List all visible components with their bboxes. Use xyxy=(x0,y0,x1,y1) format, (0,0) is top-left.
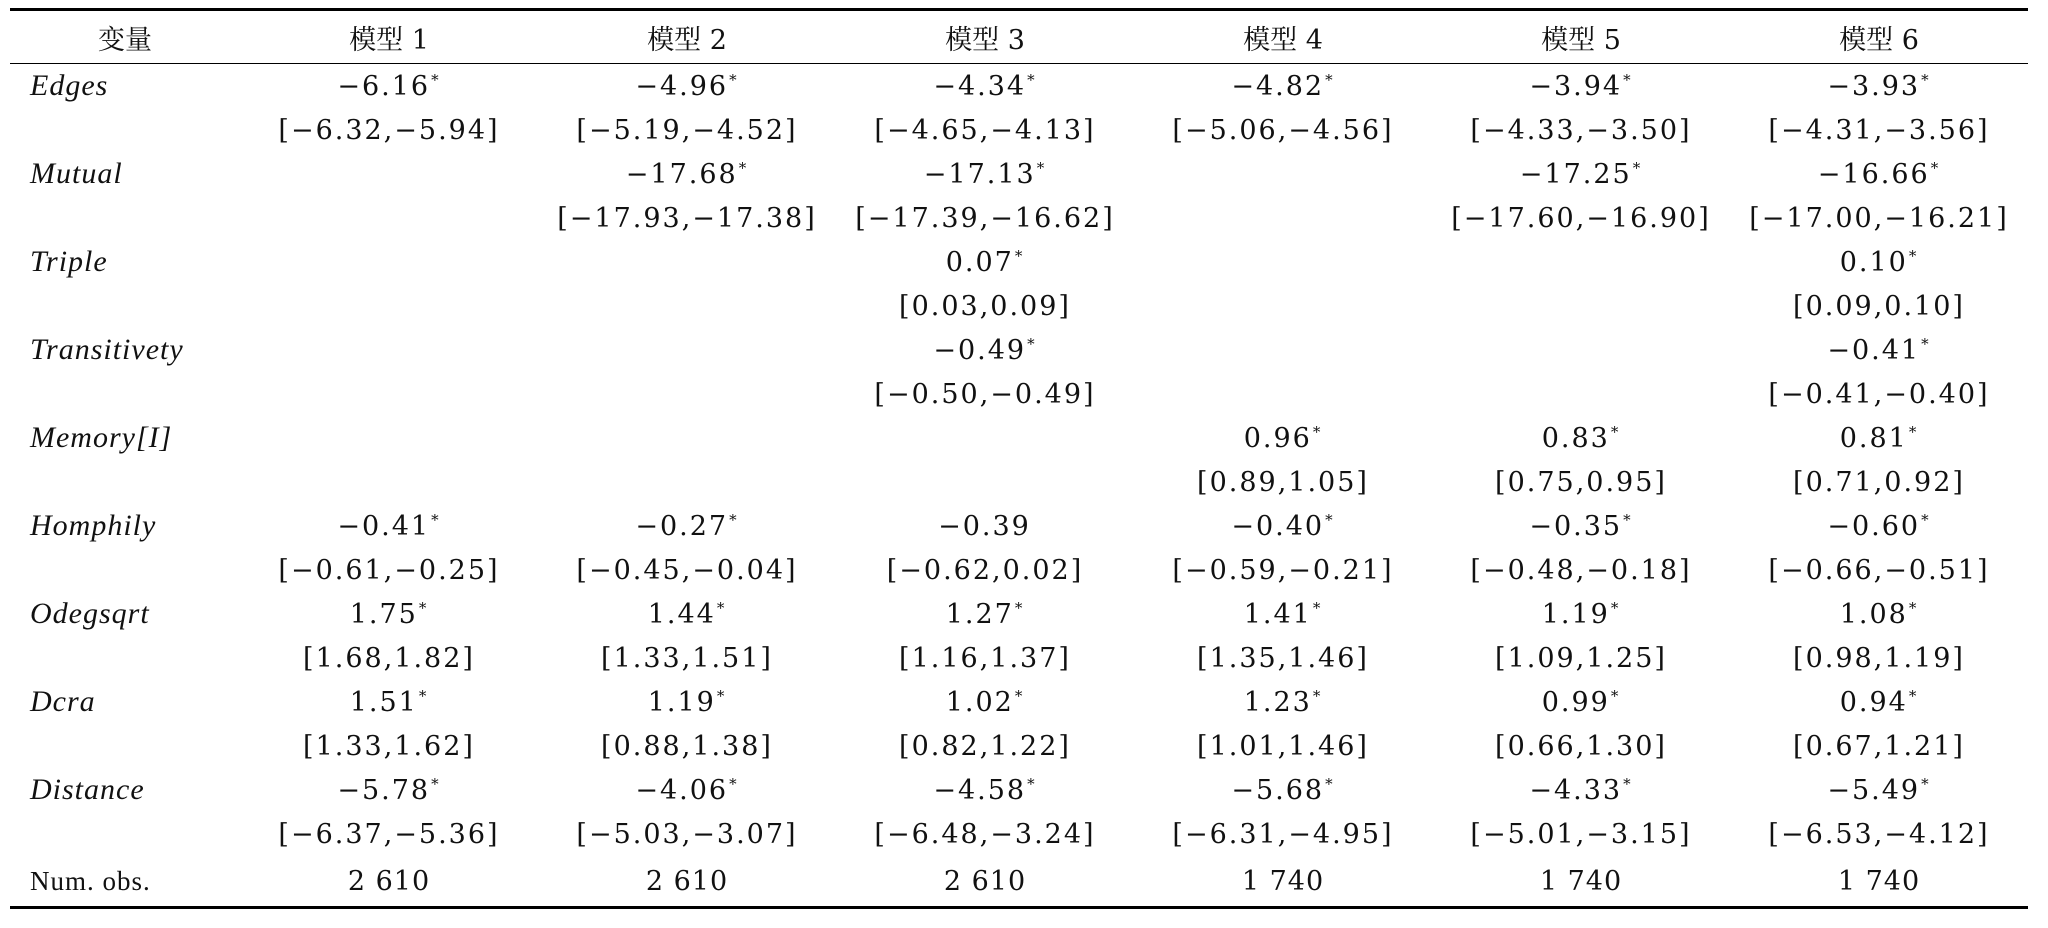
confidence-interval-cell: [1.68,1.82] xyxy=(303,642,475,674)
blank-cell xyxy=(10,724,240,768)
significance-marker: * xyxy=(1312,422,1323,441)
significance-marker: * xyxy=(1623,70,1633,89)
variable-name: Triple xyxy=(30,245,108,278)
confidence-interval-cell: [−6.31,−4.95] xyxy=(1172,818,1394,850)
estimate-cell xyxy=(836,240,1134,284)
confidence-interval-cell: [−5.03,−3.07] xyxy=(576,818,798,850)
estimate-cell xyxy=(240,680,538,724)
header-model-2: 模型 2 xyxy=(647,24,727,56)
confidence-interval-cell: [0.71,0.92] xyxy=(1793,466,1965,498)
estimate-row xyxy=(10,328,2028,372)
estimate-value: 0.96 xyxy=(1243,422,1312,454)
significance-marker: * xyxy=(729,774,739,793)
significance-marker: * xyxy=(1312,598,1323,617)
estimate-cell xyxy=(1134,240,1432,284)
num-obs-value: 1 740 xyxy=(1539,865,1623,897)
estimate-value: −5.68 xyxy=(1231,774,1325,806)
estimate-cell xyxy=(538,768,836,812)
estimate-value: −3.93 xyxy=(1827,70,1921,102)
confidence-interval-cell: [0.82,1.22] xyxy=(899,730,1071,762)
variable-name: Homphily xyxy=(30,509,157,542)
confidence-interval-cell: [−4.65,−4.13] xyxy=(874,114,1096,146)
estimate-value: 0.07 xyxy=(945,246,1014,278)
estimate-cell xyxy=(836,768,1134,812)
estimate-value: −0.39 xyxy=(938,510,1031,542)
significance-marker: * xyxy=(1325,510,1335,529)
header-model-1: 模型 1 xyxy=(349,24,429,56)
num-obs-value: 2 610 xyxy=(347,865,431,897)
confidence-interval-cell: [1.09,1.25] xyxy=(1495,642,1667,674)
confidence-interval-cell xyxy=(240,196,538,240)
confidence-interval-cell xyxy=(240,372,538,416)
estimate-cell xyxy=(1730,768,2028,812)
estimate-cell xyxy=(836,328,1134,372)
confidence-interval-cell: [0.88,1.38] xyxy=(601,730,773,762)
estimate-value: −5.78 xyxy=(337,774,431,806)
estimate-value: −0.41 xyxy=(337,510,431,542)
significance-marker: * xyxy=(1610,598,1621,617)
estimate-cell xyxy=(836,152,1134,196)
estimate-cell xyxy=(1730,592,2028,636)
significance-marker: * xyxy=(1908,598,1919,617)
confidence-interval-cell: [−6.32,−5.94] xyxy=(278,114,500,146)
estimate-value: 0.99 xyxy=(1541,686,1610,718)
estimate-value: 1.51 xyxy=(349,686,418,718)
significance-marker: * xyxy=(431,774,441,793)
estimate-cell xyxy=(538,416,836,460)
significance-marker: * xyxy=(1908,422,1919,441)
estimate-value: 1.41 xyxy=(1243,598,1312,630)
significance-marker: * xyxy=(1312,686,1323,705)
estimate-cell xyxy=(538,328,836,372)
confidence-interval-row xyxy=(10,636,2028,680)
confidence-interval-row xyxy=(10,284,2028,328)
estimate-cell xyxy=(1134,328,1432,372)
confidence-interval-cell: [1.33,1.62] xyxy=(303,730,475,762)
estimate-value: −0.35 xyxy=(1529,510,1623,542)
estimate-value: −4.33 xyxy=(1529,774,1623,806)
confidence-interval-cell: [−17.93,−17.38] xyxy=(557,202,817,234)
significance-marker: * xyxy=(1027,334,1037,353)
significance-marker: * xyxy=(418,686,429,705)
estimate-cell xyxy=(240,328,538,372)
estimate-cell xyxy=(538,680,836,724)
significance-marker: * xyxy=(1014,598,1025,617)
confidence-interval-cell: [0.09,0.10] xyxy=(1793,290,1965,322)
confidence-interval-cell: [0.67,1.21] xyxy=(1793,730,1965,762)
estimate-cell xyxy=(538,64,836,109)
estimate-cell xyxy=(1432,152,1730,196)
estimate-cell xyxy=(1730,328,2028,372)
estimate-value: −0.40 xyxy=(1231,510,1325,542)
header-model-4: 模型 4 xyxy=(1243,24,1323,56)
num-obs-value: 2 610 xyxy=(943,865,1027,897)
confidence-interval-cell xyxy=(836,460,1134,504)
estimate-cell xyxy=(1134,64,1432,109)
estimate-cell xyxy=(1432,64,1730,109)
estimate-value: −4.96 xyxy=(635,70,729,102)
blank-cell xyxy=(10,108,240,152)
estimate-cell xyxy=(538,504,836,548)
significance-marker: * xyxy=(1921,510,1931,529)
confidence-interval-cell xyxy=(1134,284,1432,328)
estimate-cell xyxy=(538,592,836,636)
variable-name: Transitivety xyxy=(30,333,184,366)
confidence-interval-cell xyxy=(538,284,836,328)
estimate-value: −5.49 xyxy=(1827,774,1921,806)
significance-marker: * xyxy=(738,158,749,177)
confidence-interval-cell: [−4.31,−3.56] xyxy=(1768,114,1990,146)
estimate-cell xyxy=(538,152,836,196)
estimate-cell xyxy=(1730,64,2028,109)
blank-cell xyxy=(10,284,240,328)
estimate-row xyxy=(10,152,2028,196)
confidence-interval-cell: [−0.61,−0.25] xyxy=(278,554,500,586)
estimate-value: −17.68 xyxy=(625,158,738,190)
regression-table xyxy=(10,8,2028,909)
estimate-value: −16.66 xyxy=(1817,158,1930,190)
estimate-value: 1.08 xyxy=(1839,598,1908,630)
variable-name: Memory[I] xyxy=(30,421,173,454)
estimate-row xyxy=(10,768,2028,812)
estimate-cell xyxy=(1432,240,1730,284)
confidence-interval-cell: [0.03,0.09] xyxy=(899,290,1071,322)
confidence-interval-cell xyxy=(538,460,836,504)
estimate-cell xyxy=(1134,152,1432,196)
estimate-cell xyxy=(240,592,538,636)
estimate-cell xyxy=(836,680,1134,724)
confidence-interval-cell xyxy=(538,372,836,416)
estimate-value: −3.94 xyxy=(1529,70,1623,102)
confidence-interval-row xyxy=(10,724,2028,768)
estimate-cell xyxy=(1432,328,1730,372)
variable-name: Mutual xyxy=(30,157,123,190)
estimate-cell xyxy=(1432,680,1730,724)
header-model-5: 模型 5 xyxy=(1541,24,1621,56)
estimate-cell xyxy=(836,504,1134,548)
estimate-cell xyxy=(240,240,538,284)
estimate-value: −6.16 xyxy=(337,70,431,102)
estimate-cell xyxy=(1432,504,1730,548)
estimate-cell xyxy=(1432,768,1730,812)
estimate-value: −4.06 xyxy=(635,774,729,806)
significance-marker: * xyxy=(716,598,727,617)
estimate-row xyxy=(10,240,2028,284)
confidence-interval-cell: [−5.01,−3.15] xyxy=(1470,818,1692,850)
significance-marker: * xyxy=(1632,158,1643,177)
blank-cell xyxy=(10,812,240,856)
estimate-value: 1.19 xyxy=(647,686,716,718)
confidence-interval-cell: [−0.50,−0.49] xyxy=(874,378,1096,410)
estimate-value: 1.27 xyxy=(945,598,1014,630)
significance-marker: * xyxy=(1921,70,1931,89)
confidence-interval-cell xyxy=(1432,372,1730,416)
estimate-cell xyxy=(1134,680,1432,724)
significance-marker: * xyxy=(1027,70,1037,89)
confidence-interval-row xyxy=(10,548,2028,592)
significance-marker: * xyxy=(729,510,739,529)
variable-name: Dcra xyxy=(30,685,96,718)
header-model-3: 模型 3 xyxy=(945,24,1025,56)
confidence-interval-cell: [0.89,1.05] xyxy=(1197,466,1369,498)
estimate-cell xyxy=(1134,768,1432,812)
blank-cell xyxy=(10,372,240,416)
variable-name: Edges xyxy=(30,69,109,102)
blank-cell xyxy=(10,196,240,240)
num-obs-value: 1 740 xyxy=(1837,865,1921,897)
confidence-interval-cell: [0.75,0.95] xyxy=(1495,466,1667,498)
confidence-interval-cell: [−17.39,−16.62] xyxy=(855,202,1115,234)
variable-name: Odegsqrt xyxy=(30,597,150,630)
significance-marker: * xyxy=(1014,246,1025,265)
significance-marker: * xyxy=(1908,246,1919,265)
estimate-value: −17.25 xyxy=(1519,158,1632,190)
num-obs-value: 2 610 xyxy=(645,865,729,897)
header-row xyxy=(10,10,2028,64)
estimate-cell xyxy=(1730,240,2028,284)
estimate-value: −17.13 xyxy=(923,158,1036,190)
confidence-interval-row xyxy=(10,460,2028,504)
confidence-interval-cell: [−17.60,−16.90] xyxy=(1451,202,1711,234)
estimate-row xyxy=(10,680,2028,724)
significance-marker: * xyxy=(1014,686,1025,705)
significance-marker: * xyxy=(1027,774,1037,793)
confidence-interval-row xyxy=(10,108,2028,152)
estimate-value: −0.49 xyxy=(933,334,1027,366)
estimate-cell xyxy=(1730,504,2028,548)
blank-cell xyxy=(10,548,240,592)
confidence-interval-cell xyxy=(240,460,538,504)
significance-marker: * xyxy=(431,510,441,529)
num-obs-value: 1 740 xyxy=(1241,865,1325,897)
significance-marker: * xyxy=(1908,686,1919,705)
significance-marker: * xyxy=(1036,158,1047,177)
estimate-cell xyxy=(1432,592,1730,636)
confidence-interval-row xyxy=(10,812,2028,856)
estimate-value: 1.23 xyxy=(1243,686,1312,718)
confidence-interval-cell: [0.66,1.30] xyxy=(1495,730,1667,762)
header-variable: 变量 xyxy=(98,24,152,56)
estimate-row xyxy=(10,64,2028,109)
confidence-interval-cell: [1.16,1.37] xyxy=(899,642,1071,674)
confidence-interval-cell: [−17.00,−16.21] xyxy=(1749,202,2009,234)
confidence-interval-cell: [−5.19,−4.52] xyxy=(576,114,798,146)
estimate-cell xyxy=(1730,680,2028,724)
estimate-row xyxy=(10,504,2028,548)
significance-marker: * xyxy=(1930,158,1941,177)
estimate-cell xyxy=(1730,416,2028,460)
estimate-value: −4.82 xyxy=(1231,70,1325,102)
confidence-interval-cell: [1.01,1.46] xyxy=(1197,730,1369,762)
confidence-interval-cell xyxy=(1134,196,1432,240)
estimate-row xyxy=(10,592,2028,636)
estimate-value: −4.34 xyxy=(933,70,1027,102)
estimate-value: 1.19 xyxy=(1541,598,1610,630)
confidence-interval-cell: [−6.48,−3.24] xyxy=(874,818,1096,850)
significance-marker: * xyxy=(1623,510,1633,529)
estimate-cell xyxy=(1134,504,1432,548)
estimate-cell xyxy=(836,416,1134,460)
estimate-value: −0.41 xyxy=(1827,334,1921,366)
estimate-cell xyxy=(240,416,538,460)
estimate-cell xyxy=(240,64,538,109)
estimate-cell xyxy=(1134,416,1432,460)
estimate-cell xyxy=(836,592,1134,636)
significance-marker: * xyxy=(418,598,429,617)
confidence-interval-row xyxy=(10,196,2028,240)
confidence-interval-cell: [−0.41,−0.40] xyxy=(1768,378,1990,410)
variable-name: Distance xyxy=(30,773,145,806)
estimate-value: 0.81 xyxy=(1839,422,1908,454)
confidence-interval-cell xyxy=(1432,284,1730,328)
regression-table-page xyxy=(10,8,2028,909)
estimate-cell xyxy=(240,504,538,548)
estimate-cell xyxy=(240,768,538,812)
confidence-interval-cell: [−4.33,−3.50] xyxy=(1470,114,1692,146)
blank-cell xyxy=(10,636,240,680)
estimate-cell xyxy=(1134,592,1432,636)
significance-marker: * xyxy=(431,70,441,89)
significance-marker: * xyxy=(1623,774,1633,793)
confidence-interval-cell: [−6.53,−4.12] xyxy=(1768,818,1990,850)
confidence-interval-cell: [−0.66,−0.51] xyxy=(1768,554,1990,586)
estimate-value: 0.83 xyxy=(1541,422,1610,454)
significance-marker: * xyxy=(1325,774,1335,793)
estimate-value: 0.94 xyxy=(1839,686,1908,718)
blank-cell xyxy=(10,460,240,504)
confidence-interval-cell: [0.98,1.19] xyxy=(1793,642,1965,674)
confidence-interval-cell: [−5.06,−4.56] xyxy=(1172,114,1394,146)
significance-marker: * xyxy=(1921,334,1931,353)
estimate-cell xyxy=(1730,152,2028,196)
estimate-value: −0.27 xyxy=(635,510,729,542)
estimate-value: 1.02 xyxy=(945,686,1014,718)
estimate-value: −4.58 xyxy=(933,774,1027,806)
confidence-interval-cell: [−0.59,−0.21] xyxy=(1172,554,1394,586)
estimate-cell xyxy=(836,64,1134,109)
significance-marker: * xyxy=(1610,422,1621,441)
estimate-value: 1.75 xyxy=(349,598,418,630)
significance-marker: * xyxy=(1325,70,1335,89)
estimate-value: 1.44 xyxy=(647,598,716,630)
confidence-interval-cell xyxy=(1134,372,1432,416)
estimate-value: 0.10 xyxy=(1839,246,1908,278)
header-model-6: 模型 6 xyxy=(1839,24,1919,56)
confidence-interval-cell: [−6.37,−5.36] xyxy=(278,818,500,850)
confidence-interval-cell xyxy=(240,284,538,328)
confidence-interval-cell: [−0.62,0.02] xyxy=(886,554,1084,586)
estimate-row xyxy=(10,416,2028,460)
confidence-interval-cell: [1.33,1.51] xyxy=(601,642,773,674)
estimate-cell xyxy=(538,240,836,284)
estimate-value: −0.60 xyxy=(1827,510,1921,542)
table-body xyxy=(10,64,2028,908)
num-obs-row xyxy=(10,856,2028,908)
significance-marker: * xyxy=(1921,774,1931,793)
estimate-cell xyxy=(240,152,538,196)
significance-marker: * xyxy=(716,686,727,705)
num-obs-label: Num. obs. xyxy=(30,865,151,896)
confidence-interval-cell: [−0.48,−0.18] xyxy=(1470,554,1692,586)
significance-marker: * xyxy=(729,70,739,89)
significance-marker: * xyxy=(1610,686,1621,705)
estimate-cell xyxy=(1432,416,1730,460)
confidence-interval-cell: [1.35,1.46] xyxy=(1197,642,1369,674)
confidence-interval-row xyxy=(10,372,2028,416)
confidence-interval-cell: [−0.45,−0.04] xyxy=(576,554,798,586)
